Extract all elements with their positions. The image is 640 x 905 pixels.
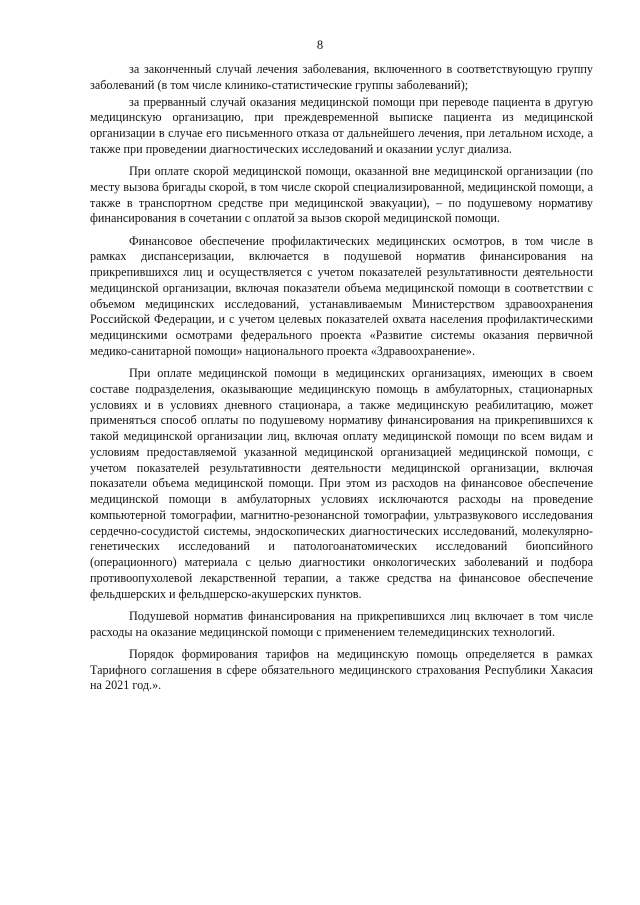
paragraph-ambulance-payment: При оплате скорой медицинской помощи, оказанной вне медицинской организации (по месту вызова бригады скорой, в том числе скорой специализированной, медицинской помощи, а также в транспортном средстве при медицинской эвакуации), – по подушевому нормативу финансирования в сочетании с оплатой за вызов скорой медицинской помощи. — [90, 164, 593, 226]
paragraph-tariff-procedure: Порядок формирования тарифов на медицинскую помощь определяется в рамках Тарифного соглашения в сфере обязательного медицинского страхования Республики Хакасия на 2021 год.». — [90, 646, 593, 693]
paragraph-per-capita-payment: При оплате медицинской помощи в медицинских организациях, имеющих в своем составе подразделения, оказывающие медицинскую помощь в амбулаторных, стационарных условиях и в условиях дневного стационара, а также медицинскую реабилитацию, может применяться способ оплаты по подушевому нормативу финансирования на прикрепившихся к такой медицинской организации лиц, включая оплату медицинской помощи по всем видам и условиям предоставляемой указанной медицинской организацией медицинской помощи, с учетом показателей результативности деятельности медицинской организации, включая показатели объема медицинской помощи. При этом из расходов на финансовое обеспечение медицинской помощи в амбулаторных условиях исключаются расходы на проведение компьютерной томографии, магнитно-резонансной томографии, ультразвукового исследования сердечно-сосудистой системы, эндоскопических диагностических исследований, молекулярно-генетических исследований и патологоанатомических исследований биопсийного (операционного) материала с целью диагностики онкологических заболеваний и подбора противоопухолевой лекарственной терапии, а также средства на финансовое обеспечение фельдшерских и фельдшерско-акушерских пунктов. — [90, 366, 593, 601]
paragraph-interrupted-case: за прерванный случай оказания медицинской помощи при переводе пациента в другую медицинскую организацию, при преждевременной выписке пациента из медицинской организации в случае его письменного отказа от дальнейшего лечения, при летальном исходе, а также при проведении диагностических исследований и оказании услуг диализа. — [90, 94, 593, 156]
paragraph-completed-case: за законченный случай лечения заболевания, включенного в соответствующую группу заболеваний (в том числе клинико-статистические группы заболеваний); — [90, 62, 593, 92]
page-number: 8 — [316, 38, 324, 52]
paragraph-telemedicine: Подушевой норматив финансирования на прикрепившихся лиц включает в том числе расходы на оказание медицинской помощи с применением телемедицинских технологий. — [90, 608, 593, 639]
document-body — [90, 62, 593, 701]
paragraph-preventive-checkups: Финансовое обеспечение профилактических медицинских осмотров, в том числе в рамках диспансеризации, включается в подушевой норматив финансирования на прикрепившихся лиц и осуществляется с учетом показателей результативности деятельности медицинской организации, включая показатели объема медицинской помощи в соответствии с объемом медицинских исследований, устанавливаемым Министерством здравоохранения Российской Федерации, и с учетом целевых показателей охвата населения профилактическими медицинскими осмотрами федерального проекта «Развитие системы оказания первичной медико-санитарной помощи» национального проекта «Здравоохранение». — [90, 233, 593, 358]
